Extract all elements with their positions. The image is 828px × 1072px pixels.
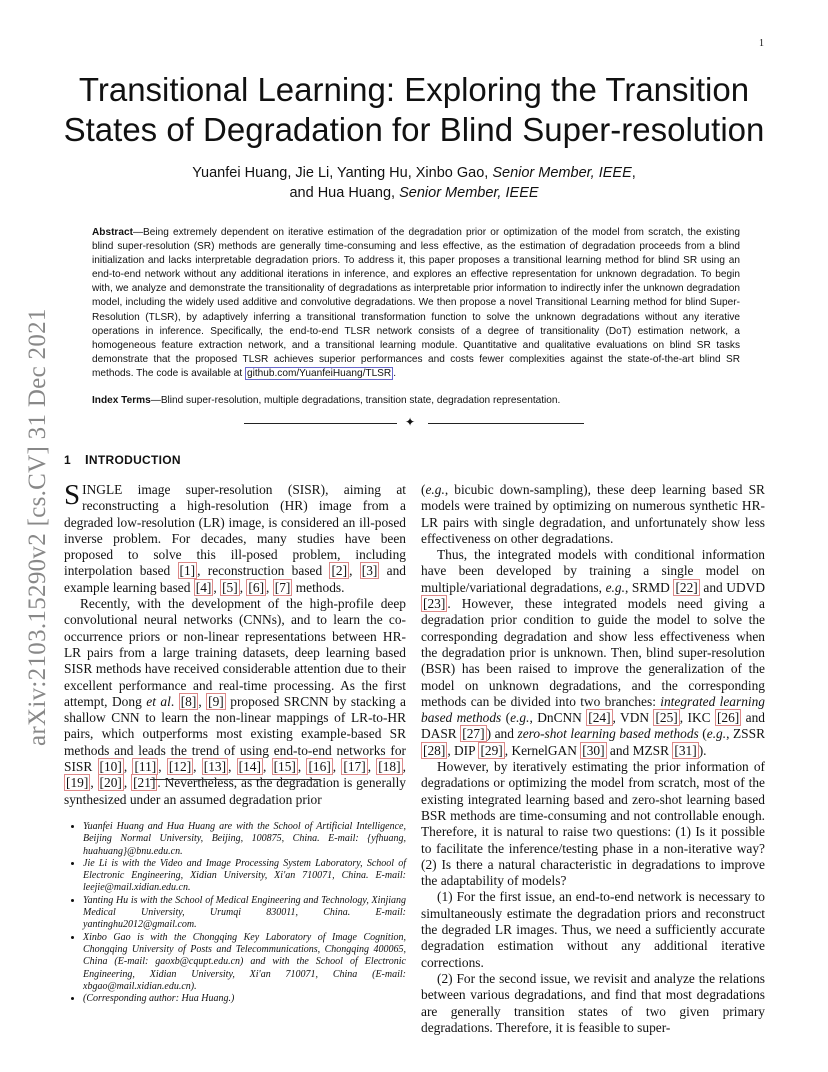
citation-link[interactable]: [3] xyxy=(361,563,378,579)
footnote-item: • Jie Li is with the Video and Image Processing System Laboratory, School of Electronic Engineering, Xidian University, Xi'an 710071, China. E-mail: leejie@mail.xidian.edu.cn. xyxy=(83,858,406,895)
paragraph: Recently, with the development of the high-profile deep convolutional neural networks (CNNs), and to learn the co-occurrence priors or non-linear representations between HR-LR pairs from a large training datasets, deep learning based SISR methods have received considerable attention due to their excellent performance and real-time processing. As the first attempt, Dong et al. [8] , [9] proposed SRCNN by stacking a shallow CNN to learn the non-linear mappings of LR-to-HR pairs, which outperforms most existing example-based SR methods and leads the trend of using end-to-end networks for SISR [10] , [11] , [12] , [13] , [14] , [15] , [16] , [17] , [18] , [19] , [20] , [21] . Nevertheless, as the degradation is generally synthesized under an assumed degradation prior xyxy=(64,596,406,807)
citation-link[interactable]: [6] xyxy=(248,579,265,595)
section-title-rest: NTRODUCTION xyxy=(88,453,181,467)
citation-link[interactable]: [21] xyxy=(133,775,156,791)
citation-link[interactable]: [10] xyxy=(99,759,122,775)
citation-link[interactable]: [13] xyxy=(203,759,227,775)
footnotes xyxy=(64,821,406,1005)
paragraph: Thus, the integrated models with conditional information have been developed by training a single model on multiple/variational degradations, e.g., SRMD [22] and UDVD [23] . However, these integrated models need giving a degradation prior condition to guide the model to solve the corresponding degradation and show less effectiveness when the degradation prior is unknown. Then, blind super-resolution (BSR) has been raised to improve the generalization of the model on unknown degradations, and the corresponding methods can be divided into two branches: integrated learning based methods (e.g., DnCNN [24] , VDN [25] , IKC [26] and DASR [27] ) and zero-shot learning based methods (e.g., ZSSR [28] , DIP [29] , KernelGAN [30] and MZSR [31] ). xyxy=(421,547,766,758)
citation-link[interactable]: [9] xyxy=(208,693,224,709)
separator-line-left xyxy=(244,423,397,424)
citation-link[interactable]: [1] xyxy=(179,563,196,579)
citation-link[interactable]: [22] xyxy=(675,579,698,595)
section-title-first: I xyxy=(84,452,89,467)
citation-link[interactable]: [27] xyxy=(462,726,485,742)
paragraph: (1) For the first issue, an end-to-end network is necessary to simultaneously estimate the degradation priors and reconstruct the degraded LR images. Thus, we need a sufficiently accurate degradation estimation without any additional iterative corrections. xyxy=(421,889,765,970)
index-terms-text: —Blind super-resolution, multiple degradations, transition state, degradation representation. xyxy=(150,395,561,406)
code-link[interactable]: github.com/YuanfeiHuang/TLSR xyxy=(247,367,392,379)
citation-link[interactable]: [17] xyxy=(343,759,366,775)
dropcap: S xyxy=(64,479,81,511)
citation-link[interactable]: [7] xyxy=(274,579,291,595)
paper-title xyxy=(40,70,788,150)
footnote-item: • Xinbo Gao is with the Chongqing Key Laboratory of Image Cognition, Chongqing University of Posts and Telecommunications, Chongqing 400065, China (E-mail: gaoxb@cqupt.edu.cn) and with the School of Electronic Engineering, Xidian University, Xi'an 710071, China (E-mail: xbgao@mail.xidian.edu.cn). xyxy=(83,932,406,993)
citation-link[interactable]: [30] xyxy=(582,742,605,758)
abstract-label: Abstract xyxy=(92,227,133,238)
citation-link[interactable]: [16] xyxy=(308,759,331,775)
citation-link[interactable]: [25] xyxy=(655,710,678,726)
section-heading-introduction xyxy=(64,452,181,467)
right-column xyxy=(421,482,765,1036)
citation-link[interactable]: [20] xyxy=(99,775,122,791)
footnote-item: • Yanting Hu is with the School of Medical Engineering and Technology, Xinjiang Medical University, Urumqi 830011, China. E-mail: yantinghu2012@gmail.com. xyxy=(83,895,406,932)
citation-link[interactable]: [14] xyxy=(238,759,261,775)
citation-link[interactable]: [18] xyxy=(378,759,401,775)
footnote-rule xyxy=(150,779,320,780)
page-number: 1 xyxy=(759,38,764,49)
arxiv-id-text: arXiv:2103.15290v2 [cs.CV] 31 Dec 2021 xyxy=(24,308,51,746)
citation-link[interactable]: [19] xyxy=(66,775,89,791)
citation-link[interactable]: [29] xyxy=(480,742,503,758)
index-terms xyxy=(92,394,740,408)
citation-link[interactable]: [4] xyxy=(195,579,212,595)
citation-link[interactable]: [8] xyxy=(180,693,197,709)
citation-link[interactable]: [31] xyxy=(674,742,697,758)
footnote-item: • Yuanfei Huang and Hua Huang are with the School of Artificial Intelligence, Beijing Normal University, Beijing, 100875, China. E-mail: {yfhuang, huahuang}@bnu.edu.cn. xyxy=(83,821,406,858)
citation-link[interactable]: [24] xyxy=(588,710,611,726)
index-terms-label: Index Terms xyxy=(92,395,151,406)
citation-link[interactable]: [11] xyxy=(134,759,157,775)
authors-line-1: Yuanfei Huang, Jie Li, Yanting Hu, Xinbo Gao, xyxy=(192,165,489,181)
abstract: Abstract—Being extremely dependent on iterative estimation of the degradation prior or optimization of the model from scratch, the existing blind super-resolution (SR) methods are generally time-consuming and less effective, as the estimation of degradation proceeds from a blind initialization and lacks interpretable degradation priors. To address it, this paper proposes a transitional learning method for blind SR using an end-to-end network without any additional iterations in inference, and explores an effective representation for unknown degradation. To begin with, we analyze and demonstrate the transitionality of degradations as interpretable prior information to indirectly infer the unknown degradation model, including the widely used additive and convolutive degradations. We then propose a novel Transitional Learning method for blind Super-Resolution (TLSR), by adaptively inferring a transitional transformation function to solve the unknown degradations without any iterative operations in inference. Specifically, the end-to-end TLSR network consists of a degree of transitionality (DoT) estimation network, a homogeneous feature extraction network, and a transitional learning module. Quantitative and qualitative evaluations on blind SR tasks demonstrate that the proposed TLSR achieves superior performances and costs fewer complexities against the state-of-the-art blind SR methods. The code is available at github.com/YuanfeiHuang/TLSR . xyxy=(92,227,740,379)
citation-link[interactable]: [26] xyxy=(716,710,740,726)
author-list: Yuanfei Huang, Jie Li, Yanting Hu, Xinbo Gao, Senior Member, IEEE, and Hua Huang, Senior Member, IEEE xyxy=(192,165,636,201)
paragraph: However, by iteratively estimating the prior information of degradations or optimizing the model from scratch, most of the existing integrated learning based and zero-shot learning based BSR methods are time-consuming and not controllable enough. Therefore, it is natural to raise two questions: (1) Is it possible to facilitate the inference/testing phase in a non-iterative way? (2) Is there a natural characteristic in degradations to improve the adaptability of models? xyxy=(421,759,765,889)
title-line-2: States of Degradation for Blind Super-resolution xyxy=(63,111,765,148)
citation-link[interactable]: [2] xyxy=(331,563,348,579)
footnote-item: • (Corresponding author: Hua Huang.) xyxy=(83,993,406,1005)
authors-role-1: Senior Member, IEEE xyxy=(492,165,632,181)
paragraph: (e.g., bicubic down-sampling), these deep learning based SR models were trained by optimizing on numerous synthetic HR-LR pairs with single degradation, and unfortunately show less effectiveness on other degradations. xyxy=(421,482,765,546)
citation-link[interactable]: [12] xyxy=(168,759,192,775)
paragraph: SINGLE image super-resolution (SISR), aiming at reconstructing a high-resolution (HR) image from a degraded low-resolution (LR) image, is considered an ill-posed inverse problem. For decades, many studies have been proposed to solve this ill-posed problem, including interpolation based [1] , reconstruction based [2] , [3] and example learning based [4] , [5] , [6] , [7] methods. xyxy=(64,479,407,595)
abstract-text: —Being extremely dependent on iterative estimation of the degradation prior or optimization of the model from scratch, the existing blind super-resolution (SR) methods are generally time-consuming and less effective, as the estimation of degradation proceeds from a blind initialization and lacks interpretable degradation priors. To address it, this paper proposes a transitional learning method for blind SR using an end-to-end network without any additional iterations in inference, and explores an effective representation for unknown degradation. To begin with, we analyze and demonstrate the transitionality of degradations as interpretable prior information to indirectly infer the unknown degradation model, including the widely used additive and convolutive degradations. We then propose a novel Transitional Learning method for blind Super-Resolution (TLSR), by adaptively inferring a transitional transformation function to solve the unknown degradations without any iterative operations in inference. Specifically, the end-to-end TLSR network consists of a degree of transitionality (DoT) estimation network, a homogeneous feature extraction network, and a transitional learning module. Quantitative and qualitative evaluations on blind SR tasks demonstrate that the proposed TLSR achieves superior performances and costs fewer complexities against the state-of-the-art blind SR methods. The code is available at xyxy=(92,227,740,379)
paragraph: (2) For the second issue, we revisit and analyze the relations between various degradations, and find that most degradations are generally transition states of two given primary degradations. Therefore, it is feasible to super- xyxy=(421,970,765,1035)
authors-line-2: and Hua Huang, xyxy=(289,185,396,201)
citation-link[interactable]: [5] xyxy=(222,579,238,595)
separator-line-right xyxy=(428,423,584,424)
left-column xyxy=(64,479,407,808)
title-line-1: Transitional Learning: Exploring the Transition xyxy=(78,71,750,108)
section-number: 1 xyxy=(64,453,71,467)
separator-diamond-icon: ✦ xyxy=(405,415,416,429)
citation-link[interactable]: [23] xyxy=(423,596,446,612)
citation-link[interactable]: [15] xyxy=(273,759,296,775)
authors-role-2: Senior Member, IEEE xyxy=(399,185,539,201)
citation-link[interactable]: [28] xyxy=(423,742,446,758)
